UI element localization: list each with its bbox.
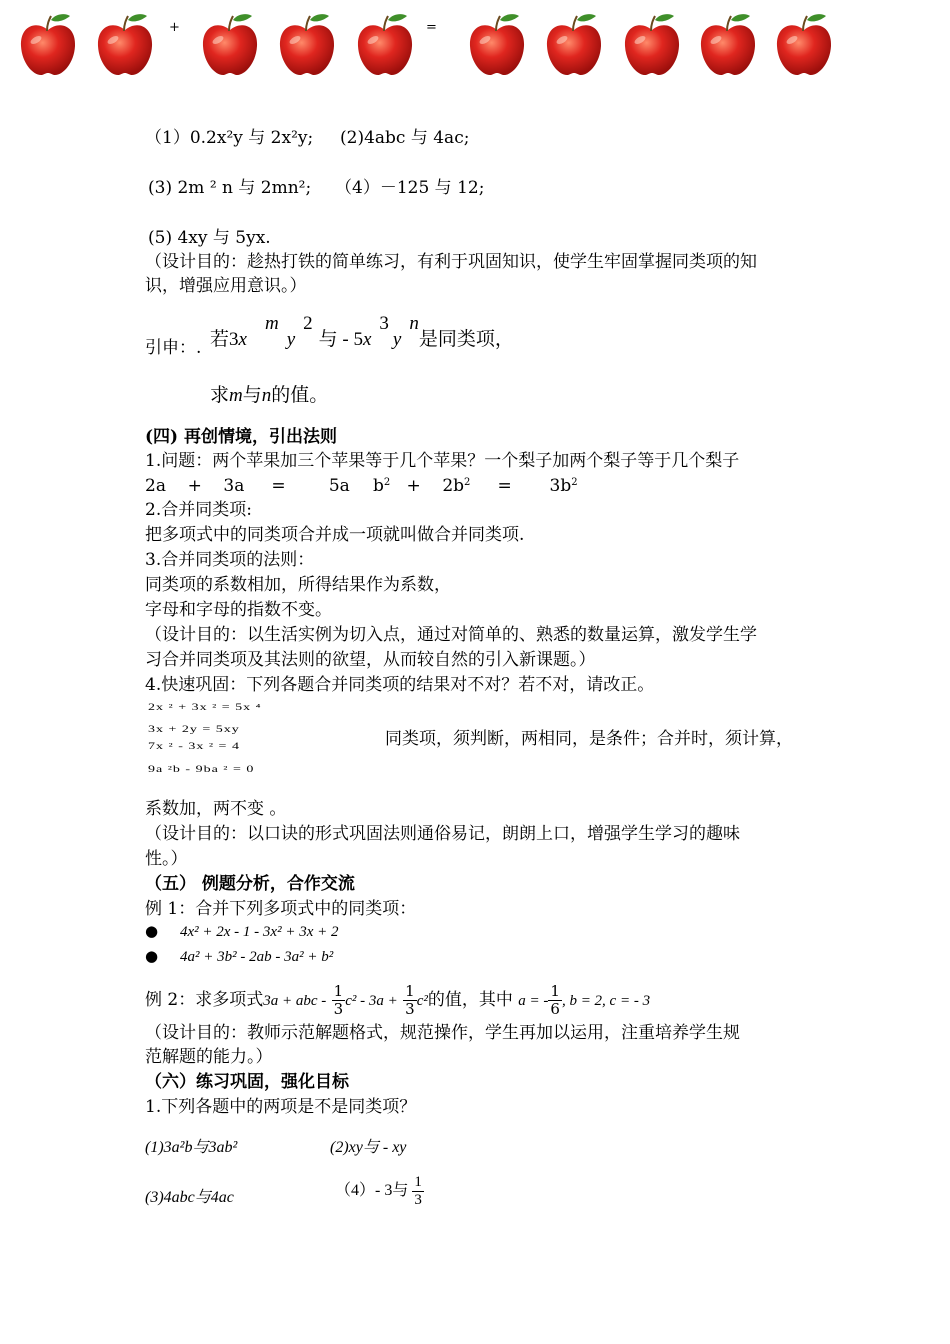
- apple-icon: [355, 12, 415, 78]
- extension-label: 引申：.: [145, 338, 202, 358]
- example1-title: 例 1：合并下列多项式中的同类项：: [145, 899, 417, 919]
- section6-question: 1.下列各题中的两项是不是同类项？: [145, 1097, 417, 1117]
- section4-purpose-1: （设计目的：以生活实例为切入点，通过对简单的、熟悉的数量运算，激发学生学: [145, 625, 757, 645]
- exercise-purpose-line2: 识，增强应用意识。）: [145, 276, 307, 296]
- section4-merge-definition: 把多项式中的同类项合并成一项就叫做合并同类项.: [145, 525, 525, 545]
- equals-sign: =: [426, 20, 437, 35]
- example1-poly-2: 4a² + 3b² - 2ab - 3a² + b²: [180, 949, 334, 965]
- apple-icon: [544, 12, 604, 78]
- practice-item-3: (3)4abc与4ac: [145, 1189, 234, 1206]
- section5-purpose-1: （设计目的：教师示范解题格式，规范操作，学生再加以运用，注重培养学生规: [145, 1023, 740, 1043]
- bullet-icon: ●: [145, 922, 159, 940]
- practice-item-4: （4）- 3与 $\frac{1}{3}$: [335, 1174, 422, 1208]
- apple-icon: [95, 12, 155, 78]
- fraction: $\frac{1}{6}$: [550, 982, 560, 1018]
- section5-purpose-2: 范解题的能力。）: [145, 1047, 273, 1067]
- section4-rule-2: 字母和字母的指数不变。: [145, 600, 332, 620]
- section4-equation-a: 2a + 3a = 5a: [145, 476, 350, 496]
- section4-purpose-4: 性。）: [145, 849, 188, 869]
- section4-quick-check: 4.快速巩固：下列各题合并同类项的结果对不对？若不对，请改正。: [145, 675, 655, 695]
- apple-icon: [277, 12, 337, 78]
- extension-formula: 若3xmy2与 - 5x3yn是同类项，: [210, 313, 514, 350]
- exercise-q3: (3) 2m ² n 与 2mn²;: [148, 178, 312, 198]
- plus-sign: +: [169, 20, 180, 35]
- wavy-equation-3: 7x ² - 3x ² = 4: [148, 742, 240, 752]
- exercise-purpose-line1: （设计目的：趁热打铁的简单练习，有利于巩固知识，使学生牢固掌握同类项的知: [145, 252, 757, 272]
- fraction: $\frac{1}{3}$: [405, 982, 415, 1018]
- example1-poly-1: 4x² + 2x - 1 - 3x² + 3x + 2: [180, 924, 339, 940]
- exercise-q5: (5) 4xy 与 5yx.: [148, 228, 271, 248]
- exercise-q4: （4）－125 与 12;: [335, 178, 485, 198]
- section4-purpose-3: （设计目的：以口诀的形式巩固法则通俗易记，朗朗上口，增强学生学习的趣味: [145, 824, 740, 844]
- apple-banner: [0, 0, 950, 90]
- apple-icon: [18, 12, 78, 78]
- apple-icon: [467, 12, 527, 78]
- bullet-icon: ●: [145, 947, 159, 965]
- apple-icon: [774, 12, 834, 78]
- exercise-q2: (2)4abc 与 4ac;: [340, 128, 470, 148]
- extension-ask: 求m与n的值。: [210, 385, 329, 406]
- section4-rule-title: 3.合并同类项的法则：: [145, 550, 315, 570]
- section4-purpose-2: 习合并同类项及其法则的欲望，从而较自然的引入新课题。）: [145, 650, 596, 670]
- practice-item-2: (2)xy与 - xy: [330, 1139, 407, 1156]
- rhyme-line-1: 同类项，须判断，两相同，是条件；合并时，须计算，: [385, 729, 793, 749]
- example2-text: 例 2：求多项式3a + abc - $\frac{1}{3}$ c² - 3a + $\frac{1}{3}$ c²的值，其中 a = - $\frac{1}{6}$ , b = 2, c = - 3: [145, 982, 651, 1018]
- section6-heading: （六）练习巩固，强化目标: [145, 1072, 349, 1092]
- apple-icon: [200, 12, 260, 78]
- wavy-equation-1: 2x ² + 3x ² = 5x ⁴: [148, 703, 262, 713]
- section4-equation-b: $b^2$ + $2b^2$ = $3b^2$: [373, 476, 578, 496]
- apple-icon: [698, 12, 758, 78]
- wavy-equation-2: 3x + 2y = 5xy: [148, 725, 240, 735]
- section4-question: 1.问题：两个苹果加三个苹果等于几个苹果？一个梨子加两个梨子等于几个梨子: [145, 451, 740, 471]
- fraction: $\frac{1}{3}$: [414, 1174, 422, 1208]
- apple-icon: [622, 12, 682, 78]
- wavy-equation-4: 9a ²b - 9ba ² = 0: [148, 765, 255, 775]
- fraction: $\frac{1}{3}$: [333, 982, 344, 1018]
- section4-merge-title: 2.合并同类项:: [145, 500, 252, 520]
- rhyme-line-2: 系数加，两不变 。: [145, 799, 287, 819]
- section4-rule-1: 同类项的系数相加，所得结果作为系数，: [145, 575, 451, 595]
- section4-heading: (四) 再创情境，引出法则: [145, 427, 338, 447]
- exercise-q1: （1）0.2x²y 与 2x²y;: [145, 128, 314, 148]
- section5-heading: （五） 例题分析，合作交流: [145, 874, 355, 894]
- practice-item-1: (1)3a²b与3ab²: [145, 1139, 238, 1156]
